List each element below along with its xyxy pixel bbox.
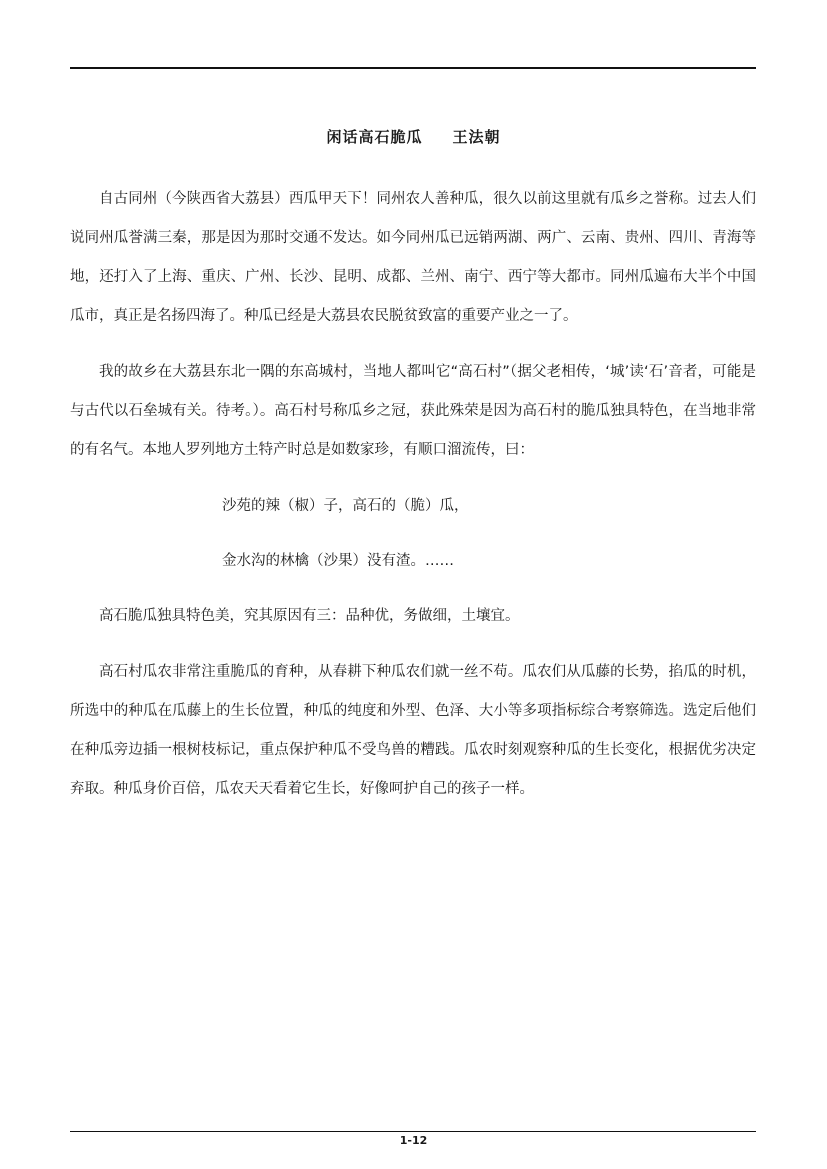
footer-rule (70, 1131, 756, 1132)
paragraph-4: 高石村瓜农非常注重脆瓜的育种，从春耕下种瓜农们就一丝不苟。瓜农们从瓜藤的长势，掐瓜的时机，所选中的种瓜在瓜藤上的生长位置，种瓜的纯度和外型、色泽、大小等多项指标综合考察筛选。选定后他们在种瓜旁边插一根树枝标记，重点保护种瓜不受鸟兽的糟践。瓜农时刻观察种瓜的生长变化，根据优劣决定弃取。种瓜身价百倍，瓜农天天看着它生长，好像呵护自己的孩子一样。 (70, 664, 756, 797)
author-name: 王法朝 (452, 128, 501, 146)
document-body (70, 180, 756, 826)
verse-line-1: 沙苑的辣（椒）子，高石的（脆）瓜， (222, 498, 469, 514)
page-number: 1-12 (399, 1134, 428, 1147)
verse-line-2: 金水沟的林檎（沙果）没有渣。…… (222, 553, 454, 569)
paragraph-3: 高石脆瓜独具特色美，究其原因有三：品种优，务做细，土壤宜。 (99, 608, 520, 624)
paragraph-1: 自古同州（今陕西省大荔县）西瓜甲天下！同州农人善种瓜，很久以前这里就有瓜乡之誉称。过去人们说同州瓜誉满三秦，那是因为那时交通不发达。如今同州瓜已远销两湖、两广、云南、贵州、四川、青海等地，还打入了上海、重庆、广州、长沙、昆明、成都、兰州、南宁、西宁等大都市。同州瓜遍布大半个中国瓜市，真正是名扬四海了。种瓜已经是大荔县农民脱贫致富的重要产业之一了。 (70, 191, 756, 324)
header-rule (70, 67, 756, 69)
document-title (0, 126, 827, 147)
paragraph-2: 我的故乡在大荔县东北一隅的东高城村，当地人都叫它“高石村”（据父老相传，‘城’读‘石’音者，可能是与古代以石垒城有关。待考。）。高石村号称瓜乡之冠，获此殊荣是因为高石村的脆瓜独具特色，在当地非常的有名气。本地人罗列地方土特产时总是如数家珍，有顺口溜流传，曰： (70, 364, 756, 458)
title-text: 闲话高石脆瓜 (326, 128, 423, 146)
